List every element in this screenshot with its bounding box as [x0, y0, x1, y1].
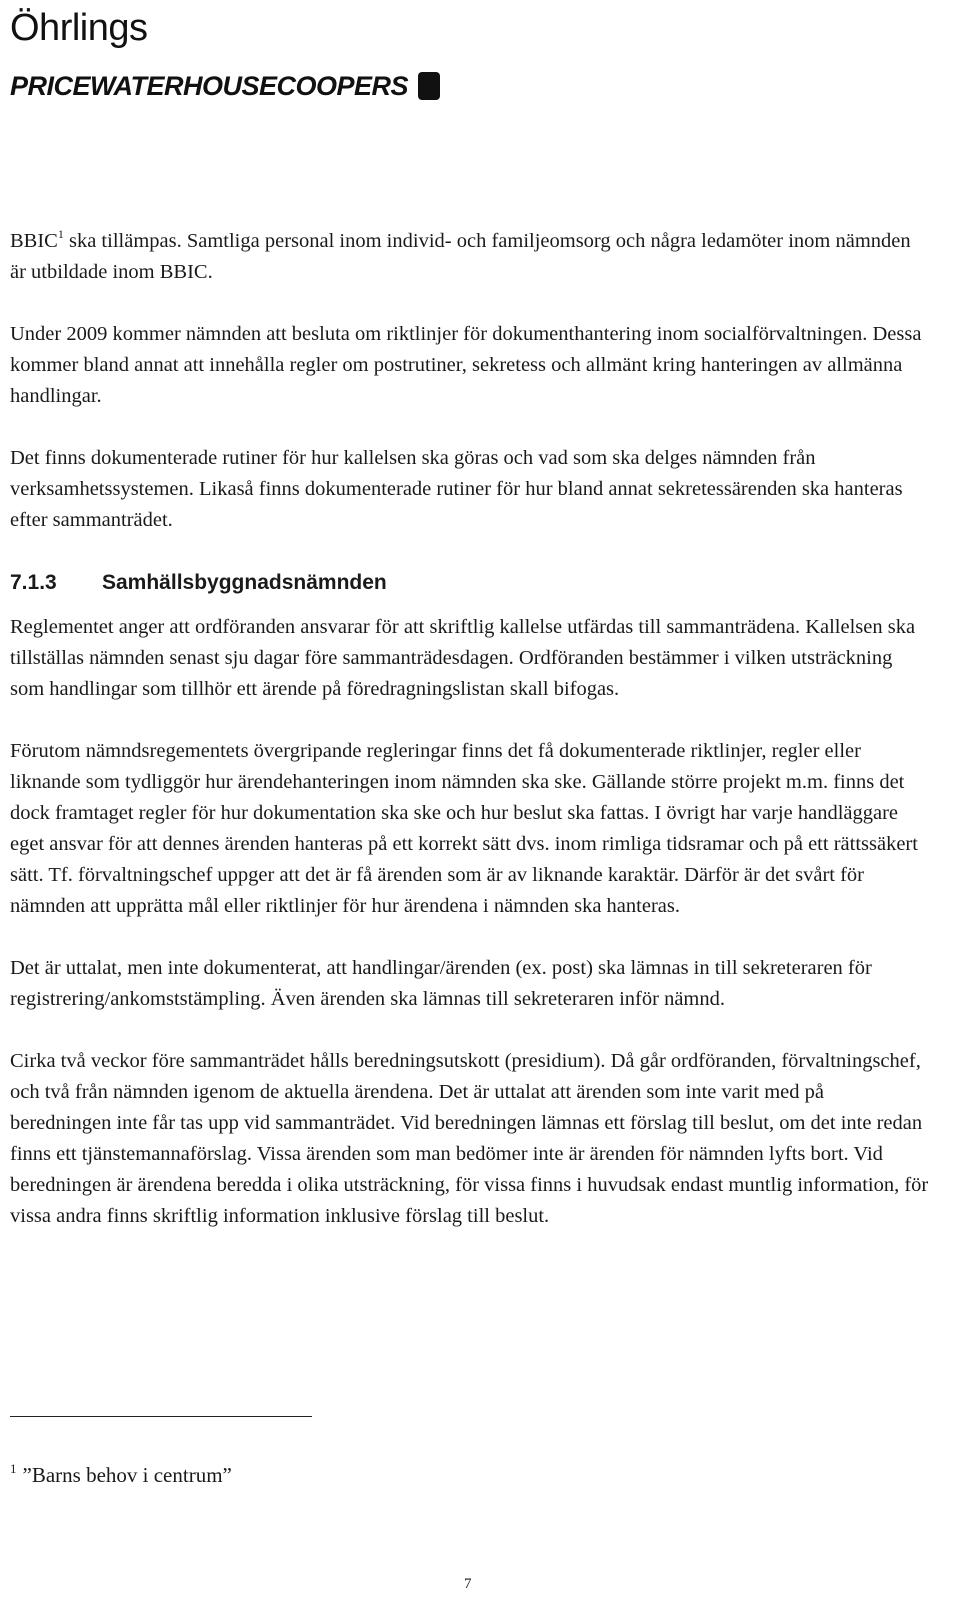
footnote-number: 1: [10, 1461, 17, 1476]
brand-name-ohrlings: Öhrlings: [10, 7, 148, 49]
paragraph-documented-routines: Det finns dokumenterade rutiner för hur kallelsen ska göras och vad som ska delges nämnden från verksamhetssystemen. Likaså finns dokumenterade rutiner för hur bland annat sekretessärenden ska hanteras efter sammanträdet.: [10, 447, 903, 531]
bbic-term: BBIC: [10, 230, 58, 252]
document-body: [10, 226, 930, 1263]
footnote-text: ”Barns behov i centrum”: [22, 1463, 232, 1487]
footnote-divider: [10, 1416, 312, 1417]
paragraph-document-guidelines: Under 2009 kommer nämnden att besluta om riktlinjer för dokumenthantering inom socialförvaltningen. Dessa kommer bland annat att innehålla regler om postrutiner, sekretess och allmänt kring hanteringen av allmänna handlingar.: [10, 323, 922, 407]
document-header: [10, 6, 440, 104]
brand-logo-pricewaterhousecoopers: [10, 68, 440, 104]
paragraph-text: ska tillämpas. Samtliga personal inom individ- och familjeomsorg och några ledamöter inom nämnden är utbildade inom BBIC.: [10, 230, 911, 283]
paragraph-guidelines: Förutom nämndsregementets övergripande regleringar finns det få dokumenterade riktlinjer, regler eller liknande som tydliggör hur ärendehanteringen inom nämnden ska ske. Gällande större projekt m.m. finns det dock framtaget regler för hur dokumentation ska ske och hur beslut ska fattas. I övrigt har varje handläggare eget ansvar för att dennes ärenden hanteras på ett korrekt sätt dvs. inom rimliga tidsramar och på ett rättssäkert sätt. Tf. förvaltningschef uppger att det är få ärenden som är av liknande karaktär. Därför är det svårt för nämnden att upprätta mål eller riktlinjer för hur ärendena i nämnden ska hanteras.: [10, 740, 918, 917]
section-heading: [10, 567, 930, 598]
brand-logo-text: PRICEWATERHOUSECOOPERS: [10, 71, 409, 101]
section-title: Samhällsbyggnadsnämnden: [102, 571, 387, 594]
paragraph-preparation: Cirka två veckor före sammanträdet hålls beredningsutskott (presidium). Då går ordföranden, förvaltningschef, och två från nämnden igenom de aktuella ärendena. Det är uttalat att ärenden som inte varit med på beredningen inte får tas upp vid sammanträdet. Vid beredningen lämnas ett förslag till beslut, om det inte redan finns ett tjänstemannaförslag. Vissa ärenden som man bedömer inte är ärenden för nämnden lyfts bort. Vid beredningen är ärendena beredda i olika utsträckning, för vissa finns i huvudsak endast muntlig information, för vissa andra finns skriftlig information inklusive förslag till beslut.: [10, 1050, 929, 1227]
paragraph-regulation: Reglementet anger att ordföranden ansvarar för att skriftlig kallelse utfärdas till sammanträdena. Kallelsen ska tillställas nämnden senast sju dagar före sammanträdesdagen. Ordföranden bestämmer i vilken utsträckning som handlingar som tillhör ett ärende på föredragningslistan skall bifogas.: [10, 616, 916, 700]
page-number: 7: [464, 1576, 472, 1592]
paragraph-registration: Det är uttalat, men inte dokumenterat, att handlingar/ärenden (ex. post) ska lämnas in till sekreteraren för registrering/ankomststämpling. Även ärenden ska lämnas till sekreteraren inför nämnd.: [10, 957, 872, 1010]
footnote-reference: 1: [57, 227, 64, 241]
section-number: 7.1.3: [10, 571, 57, 594]
registered-seal-icon: [418, 72, 440, 100]
paragraph-bbic: [10, 226, 930, 288]
footnote: [10, 1460, 232, 1490]
